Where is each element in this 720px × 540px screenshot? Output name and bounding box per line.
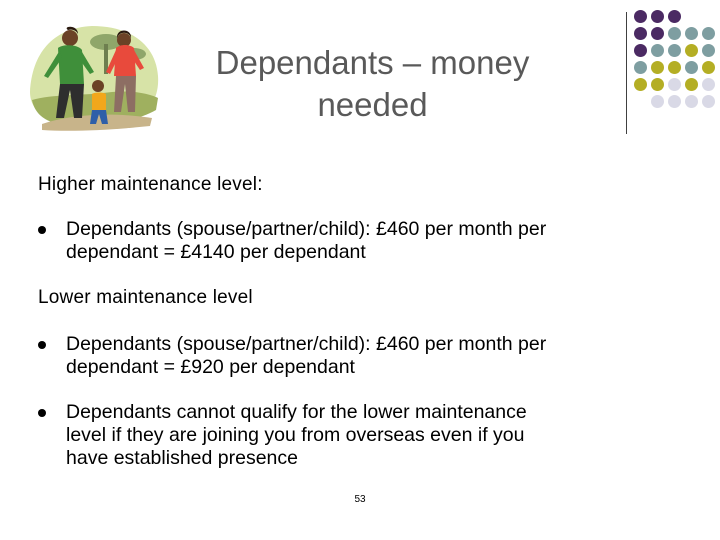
dot xyxy=(668,61,681,74)
decorative-dot-grid xyxy=(634,10,720,120)
dot xyxy=(685,61,698,74)
dot xyxy=(634,44,647,57)
dot xyxy=(651,27,664,40)
bullet-marker xyxy=(38,409,46,417)
bullet-marker xyxy=(38,226,46,234)
dot xyxy=(634,78,647,91)
dot xyxy=(651,10,664,23)
dot xyxy=(668,27,681,40)
slide-title-line-2: needed xyxy=(317,86,428,123)
dot xyxy=(651,61,664,74)
list-item-line: have established presence xyxy=(66,447,298,469)
list-item-line: level if they are joining you from overseas even if you xyxy=(66,424,525,446)
dot xyxy=(702,78,715,91)
list-item-line: Dependants cannot qualify for the lower maintenance xyxy=(66,401,527,423)
dot xyxy=(668,10,681,23)
decorative-divider xyxy=(626,12,627,134)
bullet-marker xyxy=(38,341,46,349)
dot xyxy=(634,10,647,23)
page-number: 53 xyxy=(354,494,366,505)
dot xyxy=(651,78,664,91)
list-item-text xyxy=(66,218,676,264)
list-item-line: Dependants (spouse/partner/child): £460 per month per xyxy=(66,218,547,240)
list-item-line: dependant = £920 per dependant xyxy=(66,356,355,378)
dot xyxy=(702,95,715,108)
list-item-line: Dependants (spouse/partner/child): £460 per month per xyxy=(66,333,547,355)
dot xyxy=(685,78,698,91)
dot xyxy=(651,95,664,108)
section-heading-lower: Lower maintenance level xyxy=(38,287,253,308)
section-heading-higher: Higher maintenance level: xyxy=(38,174,263,195)
dot xyxy=(634,27,647,40)
dot xyxy=(634,61,647,74)
list-item-text xyxy=(66,333,676,379)
list-item-text xyxy=(66,401,676,470)
dot xyxy=(702,44,715,57)
slide-title xyxy=(170,42,575,126)
dot xyxy=(702,27,715,40)
dot xyxy=(668,78,681,91)
dot xyxy=(685,44,698,57)
dot xyxy=(668,44,681,57)
dot xyxy=(702,61,715,74)
list-item-line: dependant = £4140 per dependant xyxy=(66,241,366,263)
family-walking-icon xyxy=(22,14,162,134)
dot xyxy=(685,27,698,40)
dot xyxy=(668,95,681,108)
slide-title-line-1: Dependants – money xyxy=(215,44,530,81)
dot xyxy=(685,95,698,108)
dot xyxy=(651,44,664,57)
